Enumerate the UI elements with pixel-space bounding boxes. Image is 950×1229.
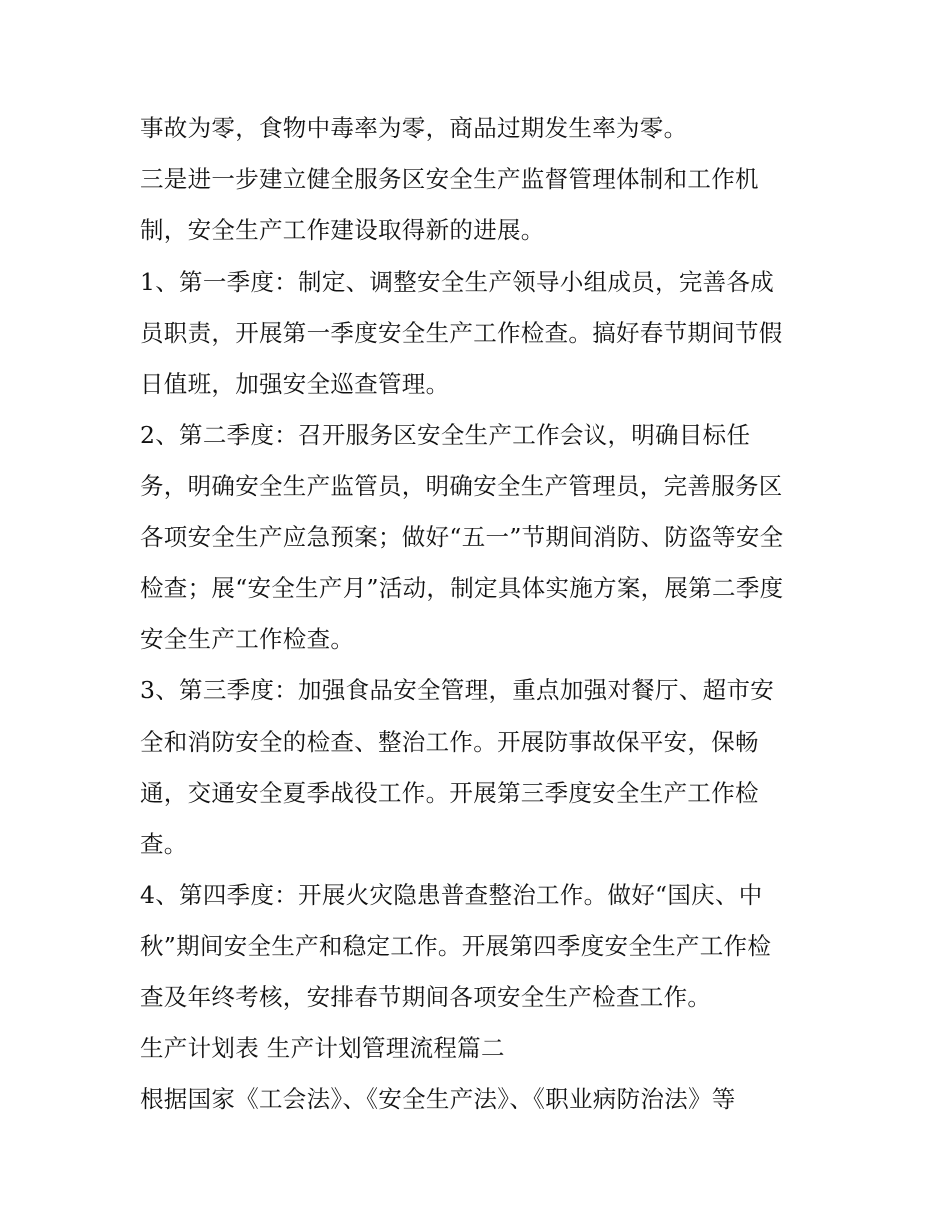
text-line: 4、第四季度：开展火灾隐患普查整治工作。做好“国庆、中	[140, 881, 763, 909]
text-line: 日值班，加强安全巡查管理。	[140, 370, 450, 398]
text-line: 查。	[140, 830, 188, 858]
text-line: 全和消防安全的检查、整治工作。开展防事故保平安，保畅	[140, 728, 759, 756]
text-line: 事故为零，食物中毒率为零，商品过期发生率为零。	[140, 114, 688, 142]
text-line: 三是进一步建立健全服务区安全生产监督管理体制和工作机	[140, 165, 759, 193]
text-line: 通，交通安全夏季战役工作。开展第三季度安全生产工作检	[140, 779, 759, 807]
text-line: 查及年终考核，安排春节期间各项安全生产检查工作。	[140, 983, 712, 1011]
text-line: 1、第一季度：制定、调整安全生产领导小组成员，完善各成	[140, 268, 775, 296]
text-line: 根据国家《工会法》、《安全生产法》、《职业病防治法》等	[140, 1085, 736, 1113]
text-line: 检查；展“安全生产月”活动，制定具体实施方案，展第二季度	[140, 574, 784, 602]
text-line: 各项安全生产应急预案；做好“五一”节期间消防、防盗等安全	[140, 523, 784, 551]
text-line: 员职责，开展第一季度安全生产工作检查。搞好春节期间节假	[140, 319, 783, 347]
text-line: 2、第二季度：召开服务区安全生产工作会议，明确目标任	[140, 421, 751, 449]
text-line: 务，明确安全生产监管员，明确安全生产管理员，完善服务区	[140, 472, 783, 500]
section-heading: 生产计划表 生产计划管理流程篇二	[140, 1034, 505, 1062]
text-line: 制，安全生产工作建设取得新的进展。	[140, 216, 545, 244]
text-line: 3、第三季度：加强食品安全管理，重点加强对餐厅、超市安	[140, 676, 775, 704]
text-line: 安全生产工作检查。	[140, 625, 355, 653]
text-line: 秋”期间安全生产和稳定工作。开展第四季度安全生产工作检	[140, 932, 772, 960]
